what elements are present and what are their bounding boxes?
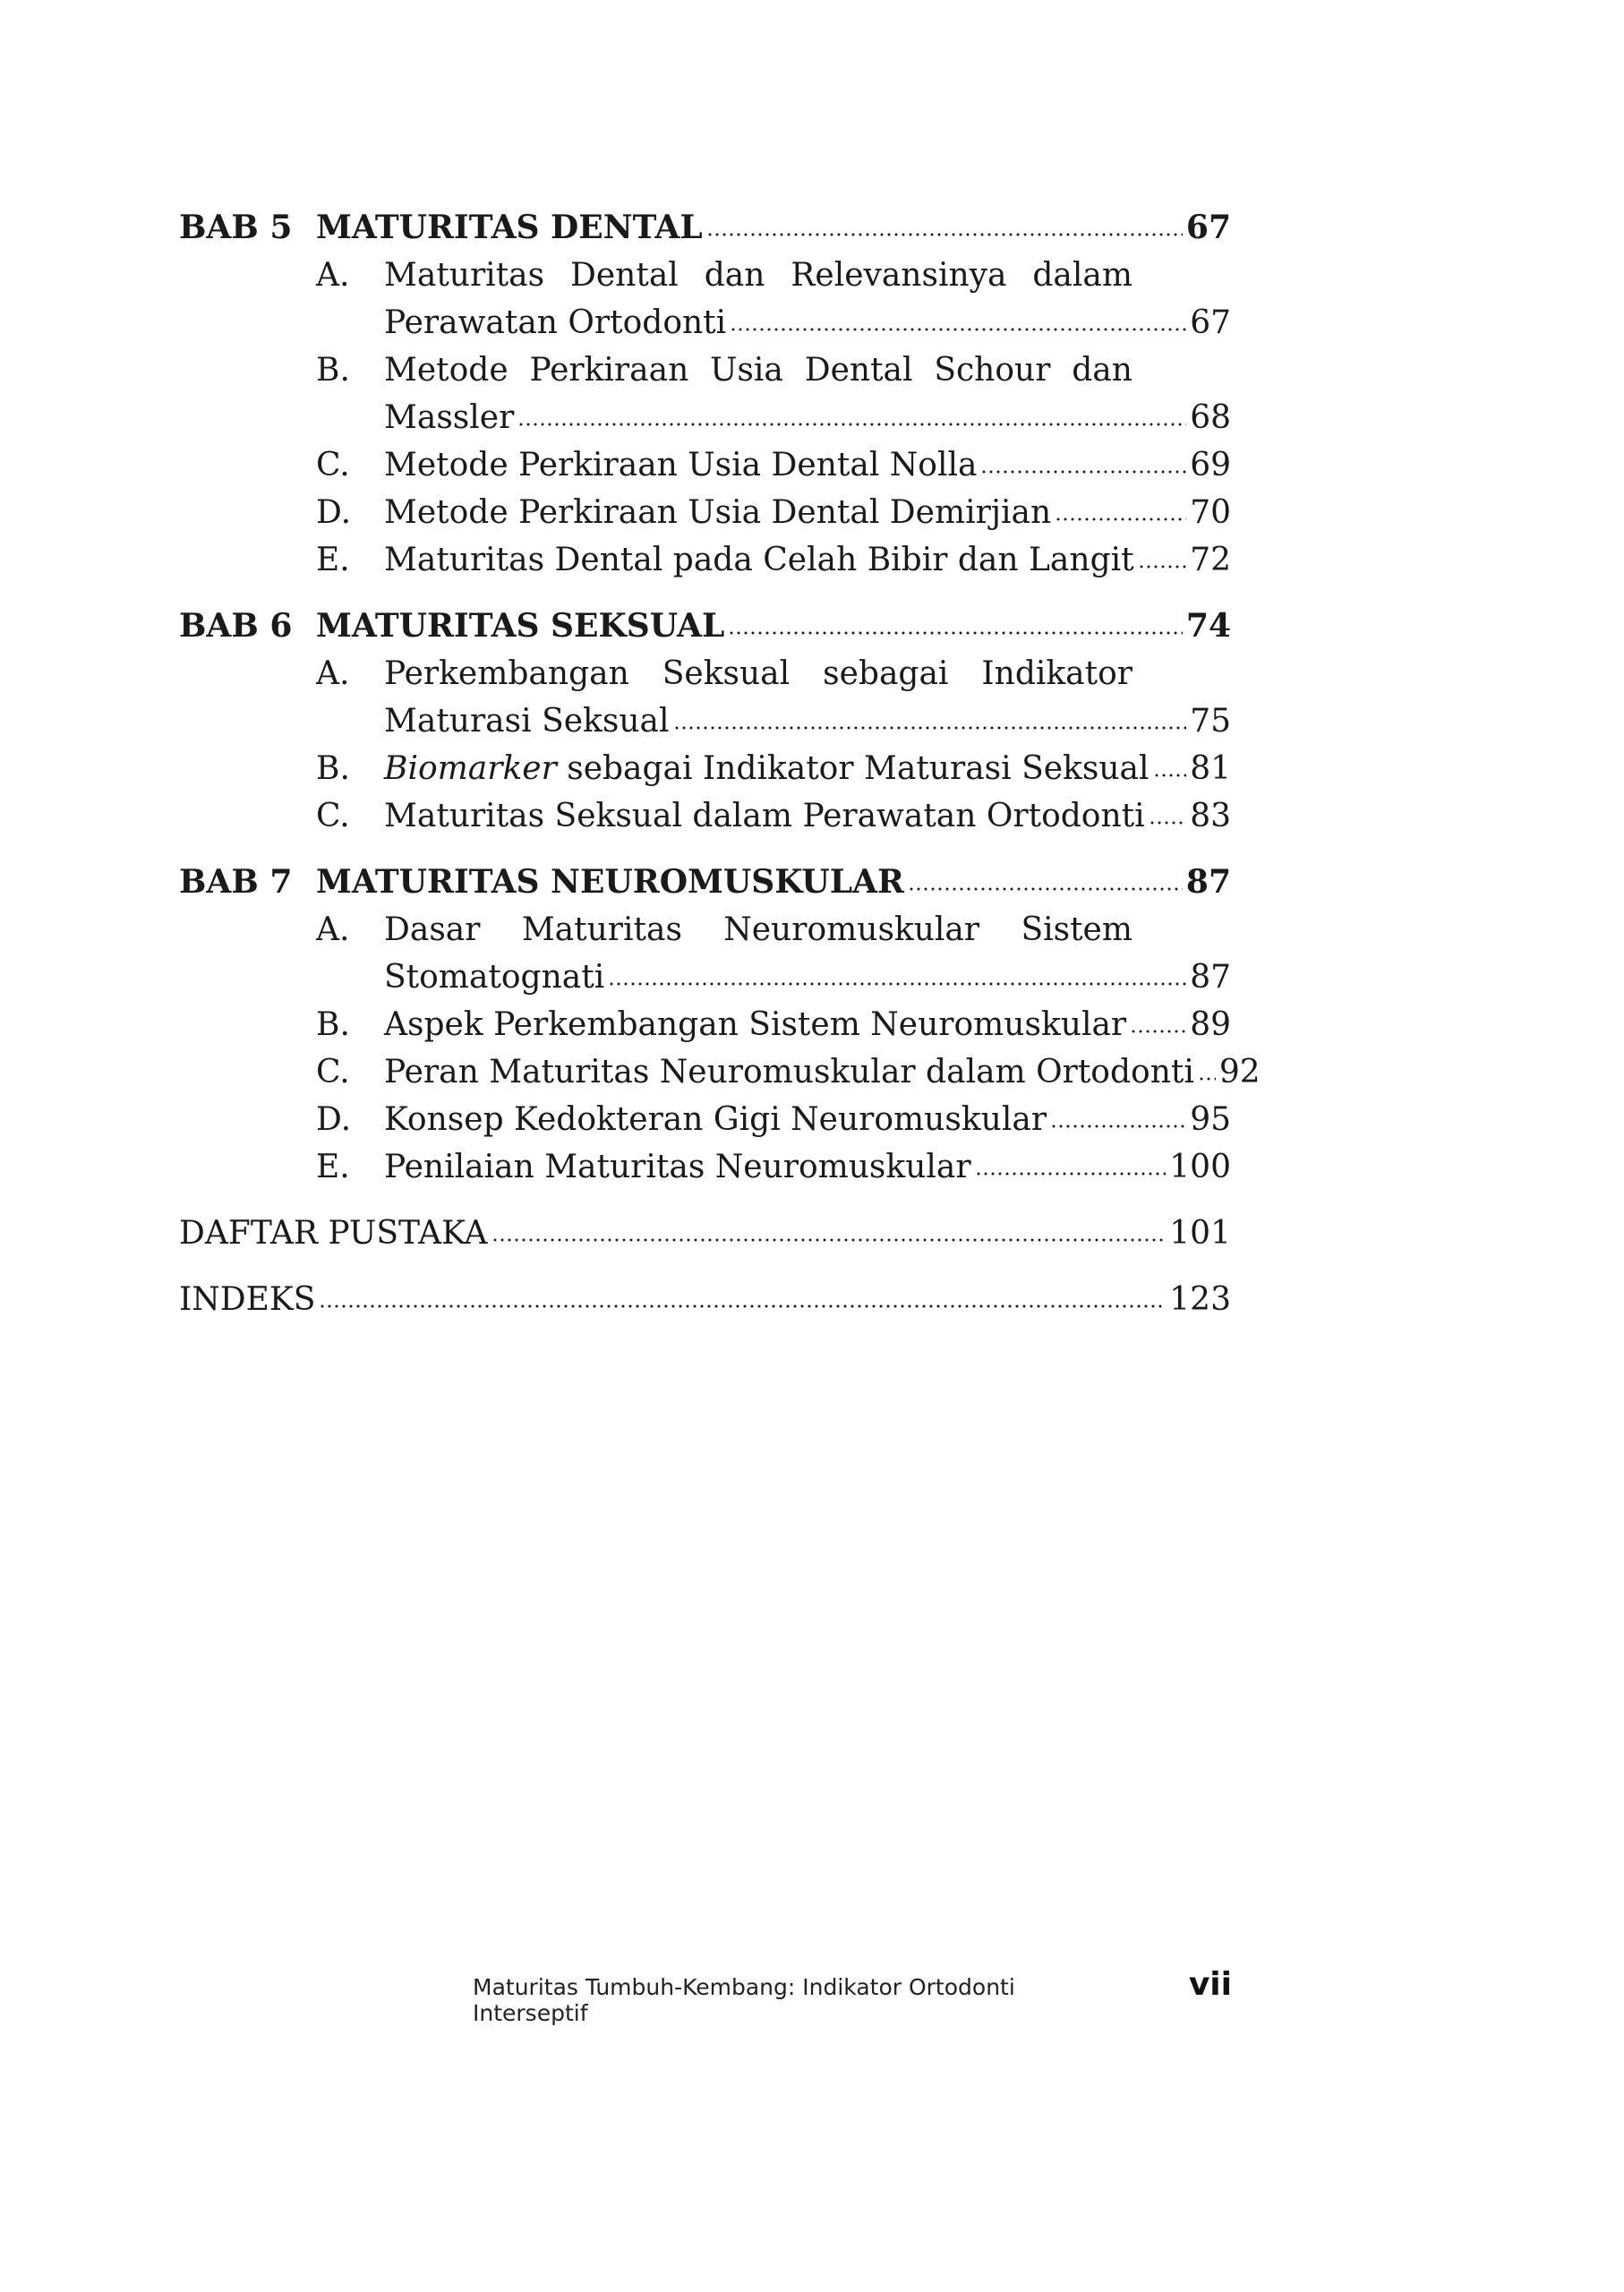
page-number: 92 bbox=[1218, 1054, 1261, 1090]
toc-entry[interactable] bbox=[179, 1096, 1231, 1143]
entry-title-line: Maturitas Dental dan Relevansinya dalam bbox=[384, 257, 1133, 294]
entry-letter: A. bbox=[316, 911, 350, 948]
chapter-label: BAB 7 bbox=[179, 863, 293, 901]
entry-title: Aspek Perkembangan Sistem Neuromuskular bbox=[384, 1006, 1127, 1043]
entry-letter: A. bbox=[316, 257, 350, 294]
dot-leader bbox=[319, 1294, 1166, 1310]
dot-leader bbox=[730, 317, 1186, 333]
entry-title-cont: Maturasi Seksual bbox=[384, 703, 670, 740]
dot-leader bbox=[1149, 810, 1187, 826]
page-number: 81 bbox=[1190, 750, 1231, 787]
page-number: 87 bbox=[1185, 863, 1231, 901]
page-number: 123 bbox=[1169, 1281, 1231, 1318]
entry-letter: B. bbox=[316, 750, 350, 787]
footer-book-title: Maturitas Tumbuh-Kembang: Indikator Ortodonti Interseptif bbox=[473, 1974, 1015, 2026]
page-number: 68 bbox=[1190, 399, 1231, 436]
dot-leader bbox=[980, 459, 1186, 475]
entry-title: Metode Perkiraan Usia Dental Demirjian bbox=[384, 494, 1052, 531]
entry-letter: E. bbox=[316, 542, 350, 578]
entry-letter: C. bbox=[316, 1054, 350, 1090]
toc-entry[interactable] bbox=[179, 1048, 1261, 1096]
dot-leader bbox=[517, 412, 1186, 428]
chapter-heading[interactable] bbox=[179, 603, 1231, 650]
dot-leader bbox=[975, 1161, 1167, 1177]
entry-letter: D. bbox=[316, 1101, 352, 1138]
toc-entry[interactable] bbox=[179, 650, 1231, 745]
dot-leader bbox=[728, 620, 1183, 637]
page-number: 67 bbox=[1190, 304, 1231, 341]
dot-leader bbox=[908, 877, 1183, 893]
toc-entry[interactable] bbox=[179, 1001, 1231, 1048]
page-number: 100 bbox=[1169, 1149, 1231, 1185]
entry-letter: D. bbox=[316, 494, 352, 531]
entry-title-cont: Perawatan Ortodonti bbox=[384, 304, 727, 341]
toc-entry[interactable] bbox=[179, 1143, 1231, 1191]
dot-leader bbox=[1050, 1114, 1186, 1130]
chapter-bab-5 bbox=[179, 204, 1231, 584]
toc-entry[interactable] bbox=[179, 536, 1231, 584]
page-number: 87 bbox=[1190, 959, 1231, 996]
page-number: 70 bbox=[1190, 494, 1231, 531]
entry-title: Maturitas Seksual dalam Perawatan Ortodonti bbox=[384, 798, 1145, 834]
toc-entry-daftar-pustaka[interactable] bbox=[179, 1210, 1231, 1257]
dot-leader bbox=[706, 222, 1183, 238]
entry-title-rest: sebagai Indikator Maturasi Seksual bbox=[556, 750, 1150, 787]
dot-leader bbox=[1130, 1019, 1186, 1035]
entry-title: DAFTAR PUSTAKA bbox=[179, 1215, 488, 1252]
toc-entry[interactable] bbox=[179, 441, 1231, 489]
entry-title bbox=[384, 745, 1150, 792]
entry-letter: C. bbox=[316, 447, 350, 483]
page-number: 72 bbox=[1190, 542, 1231, 578]
entry-title: Peran Maturitas Neuromuskular dalam Ortodonti bbox=[384, 1054, 1194, 1090]
table-of-contents bbox=[179, 204, 1261, 1323]
dot-leader bbox=[1153, 763, 1187, 779]
entry-letter: A. bbox=[316, 655, 350, 692]
page-number: 75 bbox=[1190, 703, 1231, 740]
toc-entry-indeks[interactable] bbox=[179, 1276, 1231, 1323]
chapter-label: BAB 5 bbox=[179, 209, 293, 246]
dot-leader bbox=[673, 715, 1187, 731]
entry-title-line: Perkembangan Seksual sebagai Indikator bbox=[384, 655, 1133, 692]
entry-title-line: Metode Perkiraan Usia Dental Schour dan bbox=[384, 352, 1133, 389]
page-number: 83 bbox=[1190, 798, 1231, 834]
page-number: 95 bbox=[1190, 1101, 1231, 1138]
toc-entry[interactable] bbox=[179, 252, 1231, 346]
toc-entry[interactable] bbox=[179, 346, 1231, 441]
footer-page-number: vii bbox=[1188, 1966, 1232, 2003]
dot-leader bbox=[1138, 554, 1187, 570]
entry-title: Maturitas Dental pada Celah Bibir dan Langit bbox=[384, 542, 1134, 578]
page-footer bbox=[473, 1966, 1232, 2026]
page-number: 89 bbox=[1190, 1006, 1231, 1043]
toc-entry[interactable] bbox=[179, 745, 1231, 792]
toc-entry[interactable] bbox=[179, 792, 1231, 840]
toc-entry[interactable] bbox=[179, 906, 1231, 1001]
chapter-bab-7 bbox=[179, 859, 1261, 1191]
page-number: 74 bbox=[1185, 607, 1231, 645]
entry-title: Metode Perkiraan Usia Dental Nolla bbox=[384, 447, 978, 483]
entry-title-cont: Massler bbox=[384, 399, 515, 436]
dot-leader bbox=[608, 971, 1186, 988]
chapter-title: MATURITAS SEKSUAL bbox=[316, 607, 725, 645]
entry-letter: B. bbox=[316, 1006, 350, 1043]
entry-title: Konsep Kedokteran Gigi Neuromuskular bbox=[384, 1101, 1047, 1138]
dot-leader bbox=[491, 1227, 1167, 1244]
page-number: 101 bbox=[1169, 1215, 1231, 1252]
entry-letter: B. bbox=[316, 352, 350, 389]
chapter-heading[interactable] bbox=[179, 859, 1231, 906]
chapter-label: BAB 6 bbox=[179, 607, 293, 645]
entry-letter: E. bbox=[316, 1149, 350, 1185]
page-number: 67 bbox=[1185, 209, 1231, 246]
dot-leader bbox=[1198, 1066, 1216, 1082]
chapter-title: MATURITAS DENTAL bbox=[316, 209, 703, 246]
entry-title: INDEKS bbox=[179, 1281, 316, 1318]
entry-title-italic: Biomarker bbox=[384, 750, 557, 787]
dot-leader bbox=[1055, 507, 1186, 523]
page-number: 69 bbox=[1190, 447, 1231, 483]
entry-title-line: Dasar Maturitas Neuromuskular Sistem bbox=[384, 911, 1133, 948]
entry-letter: C. bbox=[316, 798, 350, 834]
entry-title-cont: Stomatognati bbox=[384, 959, 605, 996]
toc-entry[interactable] bbox=[179, 489, 1231, 536]
chapter-heading[interactable] bbox=[179, 204, 1231, 252]
chapter-title: MATURITAS NEUROMUSKULAR bbox=[316, 863, 904, 901]
entry-title: Penilaian Maturitas Neuromuskular bbox=[384, 1149, 971, 1185]
chapter-bab-6 bbox=[179, 603, 1231, 840]
